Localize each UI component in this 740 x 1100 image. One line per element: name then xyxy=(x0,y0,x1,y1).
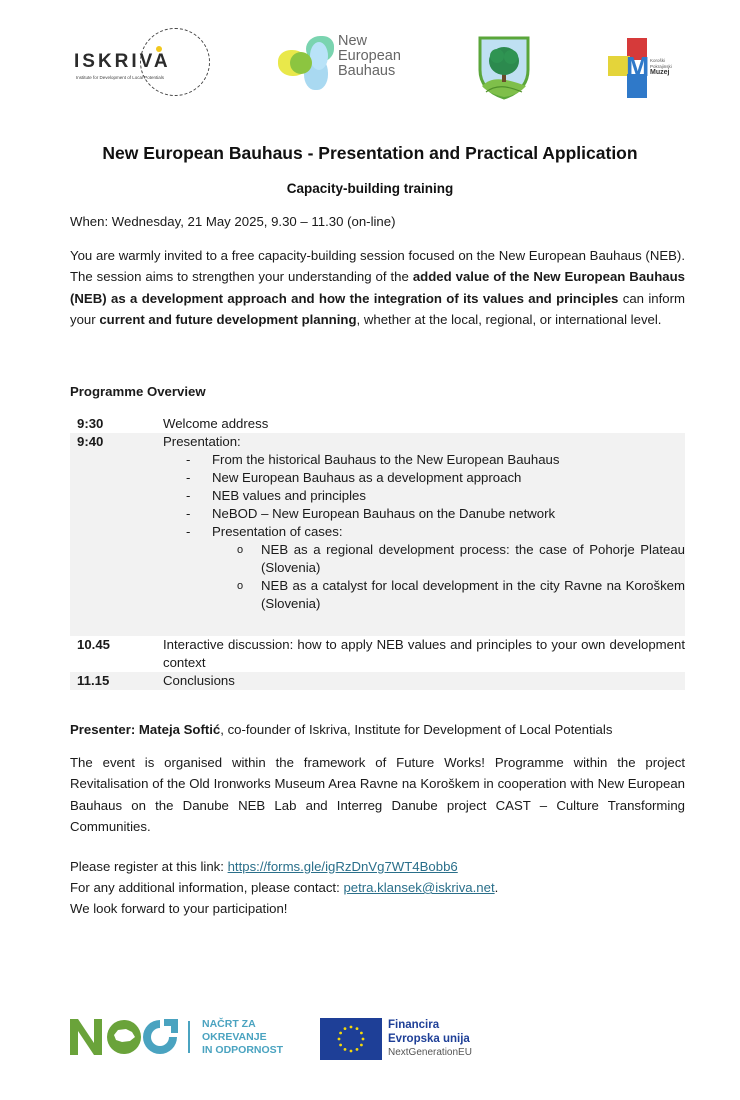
programme-table xyxy=(70,415,685,690)
neb-line-3: Bauhaus xyxy=(338,63,396,79)
footer-logos xyxy=(0,1015,740,1065)
info-end: . xyxy=(494,880,499,895)
register-link[interactable]: https://forms.gle/igRzDnVg7WT4Bobb6 xyxy=(227,859,458,874)
row-time: 9:30 xyxy=(77,416,104,431)
iskriva-tagline: Institute for Development of Local Potentials xyxy=(76,75,165,80)
info-label: For any additional information, please contact: xyxy=(70,880,344,895)
next-generation-eu-label: NextGenerationEU xyxy=(388,1047,472,1058)
row-description xyxy=(163,433,685,636)
museum-line-3: Muzej xyxy=(650,69,670,76)
closing-line: We look forward to your participation! xyxy=(70,901,288,916)
row-description: Welcome address xyxy=(163,416,269,431)
register-label: Please register at this link: xyxy=(70,859,228,874)
noo-divider xyxy=(188,1021,190,1053)
museum-m-mark: M xyxy=(626,51,650,82)
intro-bold-2: current and future development planning xyxy=(99,311,357,327)
list-item: - From the historical Bauhaus to the New European Bauhaus xyxy=(163,451,685,469)
noo-mark-icon xyxy=(68,1015,183,1059)
table-row xyxy=(70,415,685,433)
intro-text-2: can inform your xyxy=(70,290,685,327)
museum-line-1: Koroški xyxy=(650,58,666,63)
programme-heading: Programme Overview xyxy=(70,384,206,399)
row-description: Conclusions xyxy=(163,673,235,688)
presenter-line xyxy=(70,722,685,737)
intro-paragraph xyxy=(70,245,685,330)
noo-line-3: IN ODPORNOST xyxy=(202,1044,284,1056)
eu-flag-icon xyxy=(320,1018,382,1060)
noo-line-1: NAČRT ZA xyxy=(202,1018,256,1030)
row-time: 9:40 xyxy=(77,434,104,449)
intro-text-3: , whether at the local, regional, or international level. xyxy=(356,311,662,327)
document-subtitle: Capacity-building training xyxy=(286,181,454,196)
case-list xyxy=(212,541,685,613)
framework-paragraph: The event is organised within the framework of Future Works! Programme within the project Revitalisation of the Old Ironworks Museum Area Ravne na Koroškem in cooperation with New European Bauhaus on the Danube NEB Lab and Interreg Danube project CAST – Culture Transforming Communities. xyxy=(70,755,685,834)
case-item: o NEB as a regional development process: the case of Pohorje Plateau (Slovenia) xyxy=(212,541,685,577)
iskriva-wordmark: ISKRIVA xyxy=(74,51,171,72)
museum-logo xyxy=(608,38,688,102)
presentation-label: Presentation: xyxy=(163,434,241,449)
contact-email-link[interactable]: petra.klansek@iskriva.net xyxy=(343,880,495,895)
iskriva-logo xyxy=(72,26,212,98)
intro-bold-1: added value of the New European Bauhaus (NEB) as a development approach and how the integration of its values and principles xyxy=(70,269,685,306)
list-item xyxy=(163,523,685,613)
presentation-topics xyxy=(163,451,685,613)
neb-line-2: European xyxy=(338,48,401,64)
table-row xyxy=(70,433,685,636)
row-description: Interactive discussion: how to apply NEB values and principles to your own development context xyxy=(163,637,685,670)
table-row xyxy=(70,672,685,690)
noo-logo xyxy=(68,1015,298,1061)
table-row xyxy=(70,636,685,672)
museum-wordmark xyxy=(650,58,672,76)
tree-shield-icon xyxy=(478,36,530,100)
row-time: 11.15 xyxy=(77,673,110,688)
museum-line-2: Pokrajinski xyxy=(650,64,672,69)
intro-text-1: You are warmly invited to a free capacity-building session focused on the New European Bauhaus (NEB). The session aims to strengthen your understanding of the xyxy=(70,248,685,285)
eu-line-1: Financira xyxy=(388,1019,440,1031)
coat-of-arms-logo xyxy=(478,36,530,100)
neb-line-1: New xyxy=(338,33,368,49)
new-european-bauhaus-logo xyxy=(278,34,408,94)
neb-wordmark xyxy=(338,34,401,79)
contact-block xyxy=(70,856,685,919)
neb-blob-icon xyxy=(290,52,312,74)
document-title: New European Bauhaus - Presentation and Practical Application xyxy=(102,143,638,163)
noo-line-2: OKREVANJE xyxy=(202,1031,267,1043)
case-item: o NEB as a catalyst for local development in the city Ravne na Koroškem (Slovenia) xyxy=(212,577,685,613)
eu-funding-logo xyxy=(320,1018,500,1060)
presenter-role: , co-founder of Iskriva, Institute for Development of Local Potentials xyxy=(220,722,613,737)
noo-wordmark xyxy=(202,1018,283,1057)
info-line xyxy=(70,877,685,898)
eu-funding-text xyxy=(388,1018,470,1046)
presenter-name: Presenter: Mateja Softić xyxy=(70,722,221,737)
eu-line-2: Evropska unija xyxy=(388,1033,470,1045)
header-logos xyxy=(0,22,740,112)
event-when: When: Wednesday, 21 May 2025, 9.30 – 11.30 (on-line) xyxy=(70,214,396,229)
list-item: - NeBOD – New European Bauhaus on the Danube network xyxy=(163,505,685,523)
row-time: 10.45 xyxy=(77,637,111,652)
list-item: - New European Bauhaus as a development approach xyxy=(163,469,685,487)
register-line xyxy=(70,856,685,877)
neb-blob-icon xyxy=(310,42,328,70)
list-item: - NEB values and principles xyxy=(163,487,685,505)
cases-label: Presentation of cases: xyxy=(212,524,343,539)
